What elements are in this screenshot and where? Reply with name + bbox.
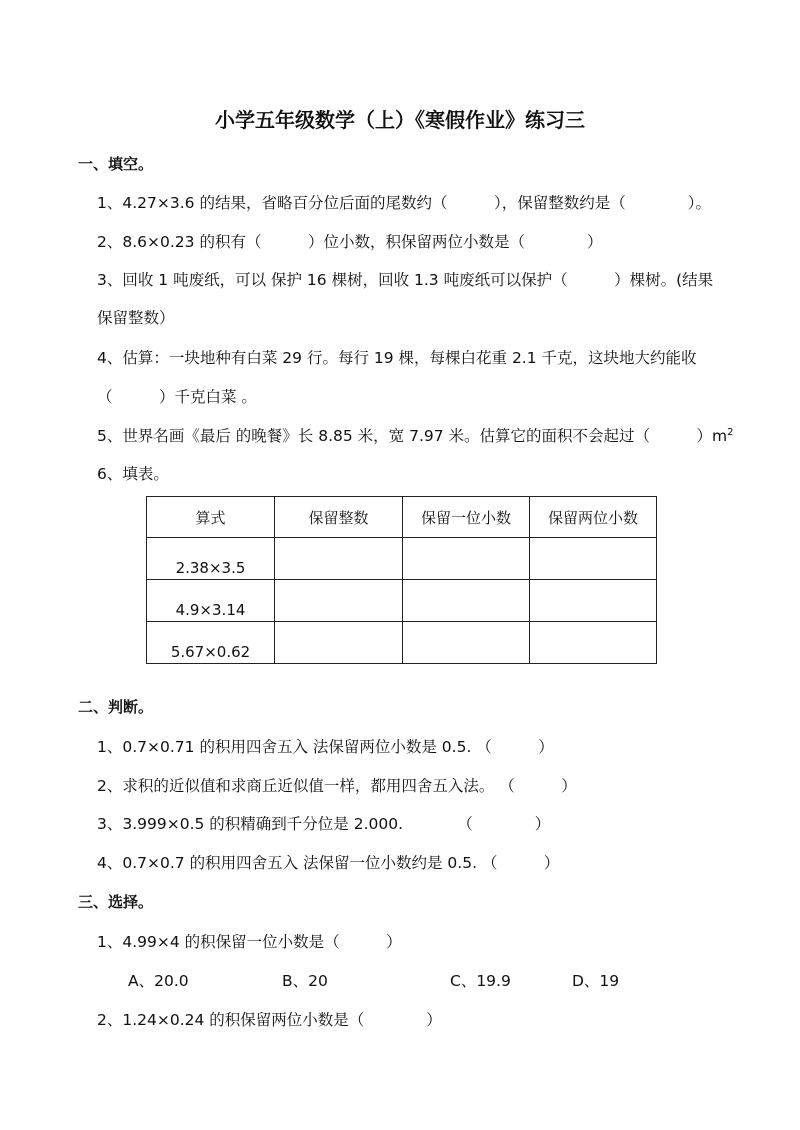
fill-question-5 — [97, 424, 734, 446]
fill-question-3-line-2: 保留整数） — [97, 309, 175, 327]
judgment-question-1: 1、0.7×0.71 的积用四舍五入 法保留两位小数是 0.5. （ ） — [97, 738, 554, 756]
table-header-cell: 保留整数 — [275, 497, 403, 538]
table-header-row — [147, 497, 657, 538]
table-header-cell: 算式 — [147, 497, 275, 538]
choice-question-2: 2、1.24×0.24 的积保留两位小数是（ ） — [97, 1011, 442, 1029]
table-cell-blank[interactable] — [403, 622, 530, 664]
table-row — [147, 538, 657, 580]
table-cell-blank[interactable] — [530, 622, 657, 664]
fill-question-6: 6、填表。 — [97, 465, 169, 483]
section-choice-heading: 三、选择。 — [78, 893, 154, 911]
table-cell-expression: 5.67×0.62 — [147, 622, 275, 664]
fill-question-4-line-1: 4、估算：一块地种有白菜 29 行。每行 19 棵，每棵白花重 2.1 千克，这块地大约能收 — [97, 349, 697, 367]
fill-question-1: 1、4.27×3.6 的结果，省略百分位后面的尾数约（ ），保留整数约是（ ）。 — [97, 194, 711, 212]
table-cell-blank[interactable] — [530, 580, 657, 622]
fill-question-3-line-1: 3、回收 1 吨废纸，可以 保护 16 棵树，回收 1.3 吨废纸可以保护（ ）棵树。(结果 — [97, 271, 714, 289]
table-header-cell: 保留一位小数 — [403, 497, 530, 538]
table-cell-blank[interactable] — [403, 580, 530, 622]
superscript-2: 2 — [727, 426, 734, 438]
table-cell-expression: 4.9×3.14 — [147, 580, 275, 622]
choice-question-1: 1、4.99×4 的积保留一位小数是（ ） — [97, 933, 402, 951]
table-cell-blank[interactable] — [275, 622, 403, 664]
choice-option-b: B、20 — [282, 972, 328, 990]
page-title: 小学五年级数学（上）《寒假作业》练习三 — [215, 108, 585, 132]
table-header-cell: 保留两位小数 — [530, 497, 657, 538]
table-cell-blank[interactable] — [530, 538, 657, 580]
table-cell-blank[interactable] — [403, 538, 530, 580]
table-cell-blank[interactable] — [275, 580, 403, 622]
choice-option-d: D、19 — [572, 972, 620, 990]
judgment-question-2: 2、求积的近似值和求商丘近似值一样，都用四舍五入法。 （ ） — [97, 777, 577, 795]
judgment-question-3: 3、3.999×0.5 的积精确到千分位是 2.000. （ ） — [97, 815, 551, 833]
choice-option-c: C、19.9 — [450, 972, 511, 990]
judgment-question-4: 4、0.7×0.7 的积用四舍五入 法保留一位小数约是 0.5. （ ） — [97, 854, 560, 872]
fill-question-5-text: 5、世界名画《最后 的晚餐》长 8.85 米，宽 7.97 米。估算它的面积不会起过（ ）m — [97, 427, 728, 445]
choice-option-a: A、20.0 — [128, 972, 189, 990]
table-row — [147, 622, 657, 664]
section-fill-blank-heading: 一、填空。 — [78, 155, 154, 173]
table-cell-blank[interactable] — [275, 538, 403, 580]
fill-question-2: 2、8.6×0.23 的积有（ ）位小数，积保留两位小数是（ ） — [97, 233, 603, 251]
rounding-table — [146, 496, 657, 664]
table-row — [147, 580, 657, 622]
fill-question-4-line-2: （ ）千克白菜 。 — [97, 388, 257, 406]
section-judgment-heading: 二、判断。 — [78, 698, 154, 716]
table-cell-expression: 2.38×3.5 — [147, 538, 275, 580]
